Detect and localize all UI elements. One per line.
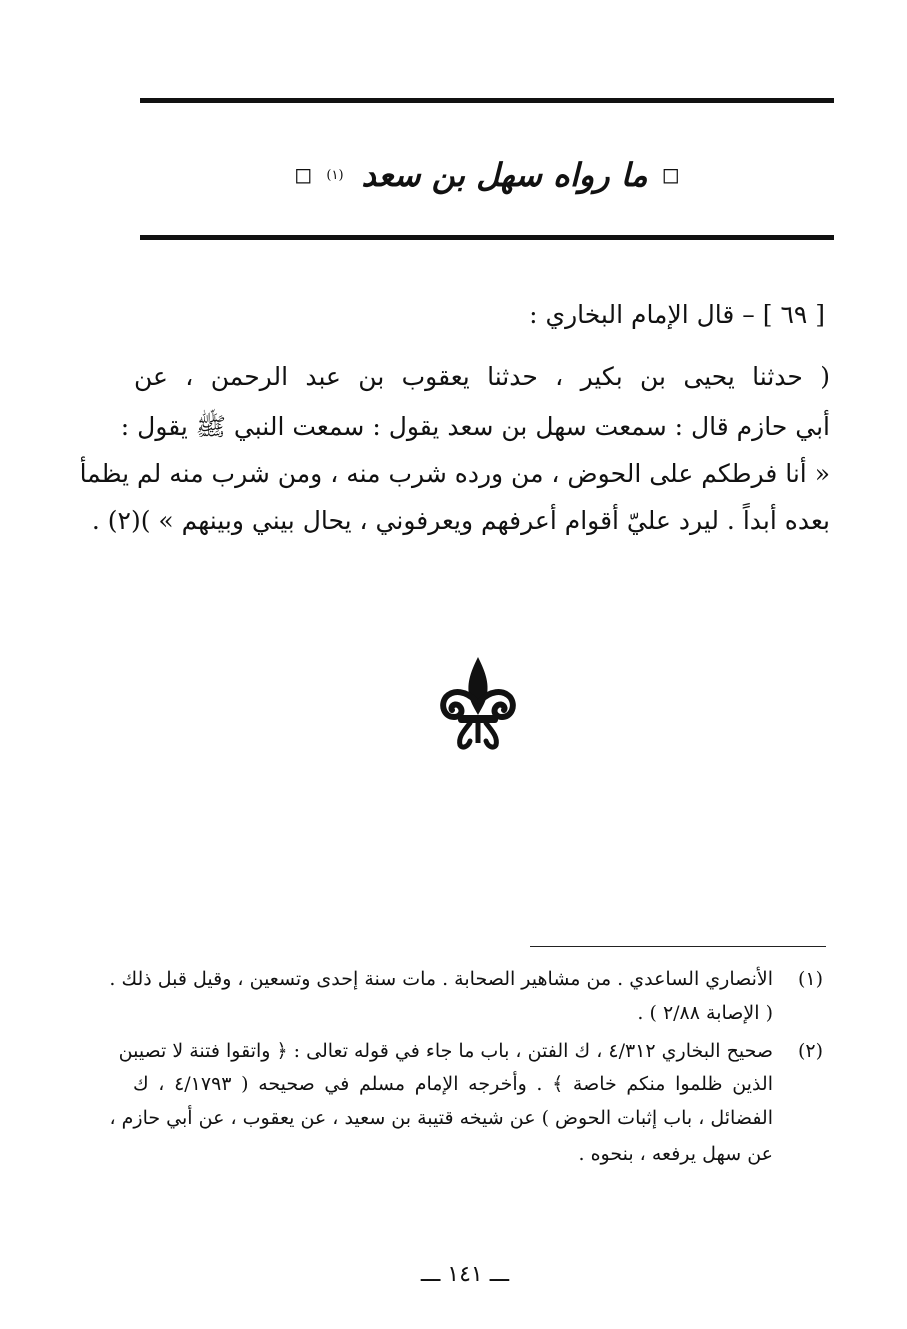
top-rule	[140, 98, 834, 103]
hadith-line: ( حدثنا يحيى بن بكير ، حدثنا يعقوب بن عبد الرحمن ، عن	[134, 362, 830, 391]
bottom-rule	[140, 235, 834, 240]
chapter-title-text: ما رواه سهل بن سعد	[361, 156, 648, 194]
footnote-line: صحيح البخاري ٤/٣١٢ ، ك الفتن ، باب ما جاء في قوله تعالى : ﴿ واتقوا فتنة لا تصيبن	[118, 1040, 773, 1062]
title-footnote-ref: (١)	[326, 167, 344, 183]
hadith-line: « أنا فرطكم على الحوض ، من ورده شرب منه ، ومن شرب منه لم يظمأ	[79, 459, 830, 488]
box-ornament-icon: ◻	[294, 162, 313, 188]
fleur-de-lis-ornament-icon	[440, 655, 516, 751]
footnote-line: الفضائل ، باب إثبات الحوض ) عن شيخه قتيبة بن سعيد ، عن يعقوب ، عن أبي حازم ،	[109, 1107, 773, 1129]
footnote-line: عن سهل يرفعه ، بنحوه .	[578, 1143, 773, 1165]
chapter-title	[140, 145, 834, 205]
page-number: ـــ ١٤١ ـــ	[420, 1262, 510, 1287]
hadith-line: بعده أبداً . ليرد عليّ أقوام أعرفهم ويعرفوني ، يحال بيني وبينهم » )(٢) .	[91, 506, 830, 535]
footnote-separator	[530, 946, 826, 947]
hadith-number-line: [ ٦٩ ] – قال الإمام البخاري :	[529, 300, 825, 329]
hadith-line: أبي حازم قال : سمعت سهل بن سعد يقول : سمعت النبي ﷺ يقول :	[120, 412, 830, 441]
footnote-line: الأنصاري الساعدي . من مشاهير الصحابة . مات سنة إحدى وتسعين ، وقيل قبل ذلك .	[109, 968, 773, 990]
footnote-number: (١)	[797, 968, 823, 990]
footnote-line: ( الإصابة ٢/٨٨ ) .	[637, 1002, 773, 1024]
footnote-number: (٢)	[797, 1040, 823, 1062]
footnote-line: الذين ظلموا منكم خاصة ﴾ . وأخرجه الإمام مسلم في صحيحه ( ٤/١٧٩٣ ، ك	[133, 1073, 773, 1095]
box-ornament-icon: ◻	[661, 162, 680, 188]
